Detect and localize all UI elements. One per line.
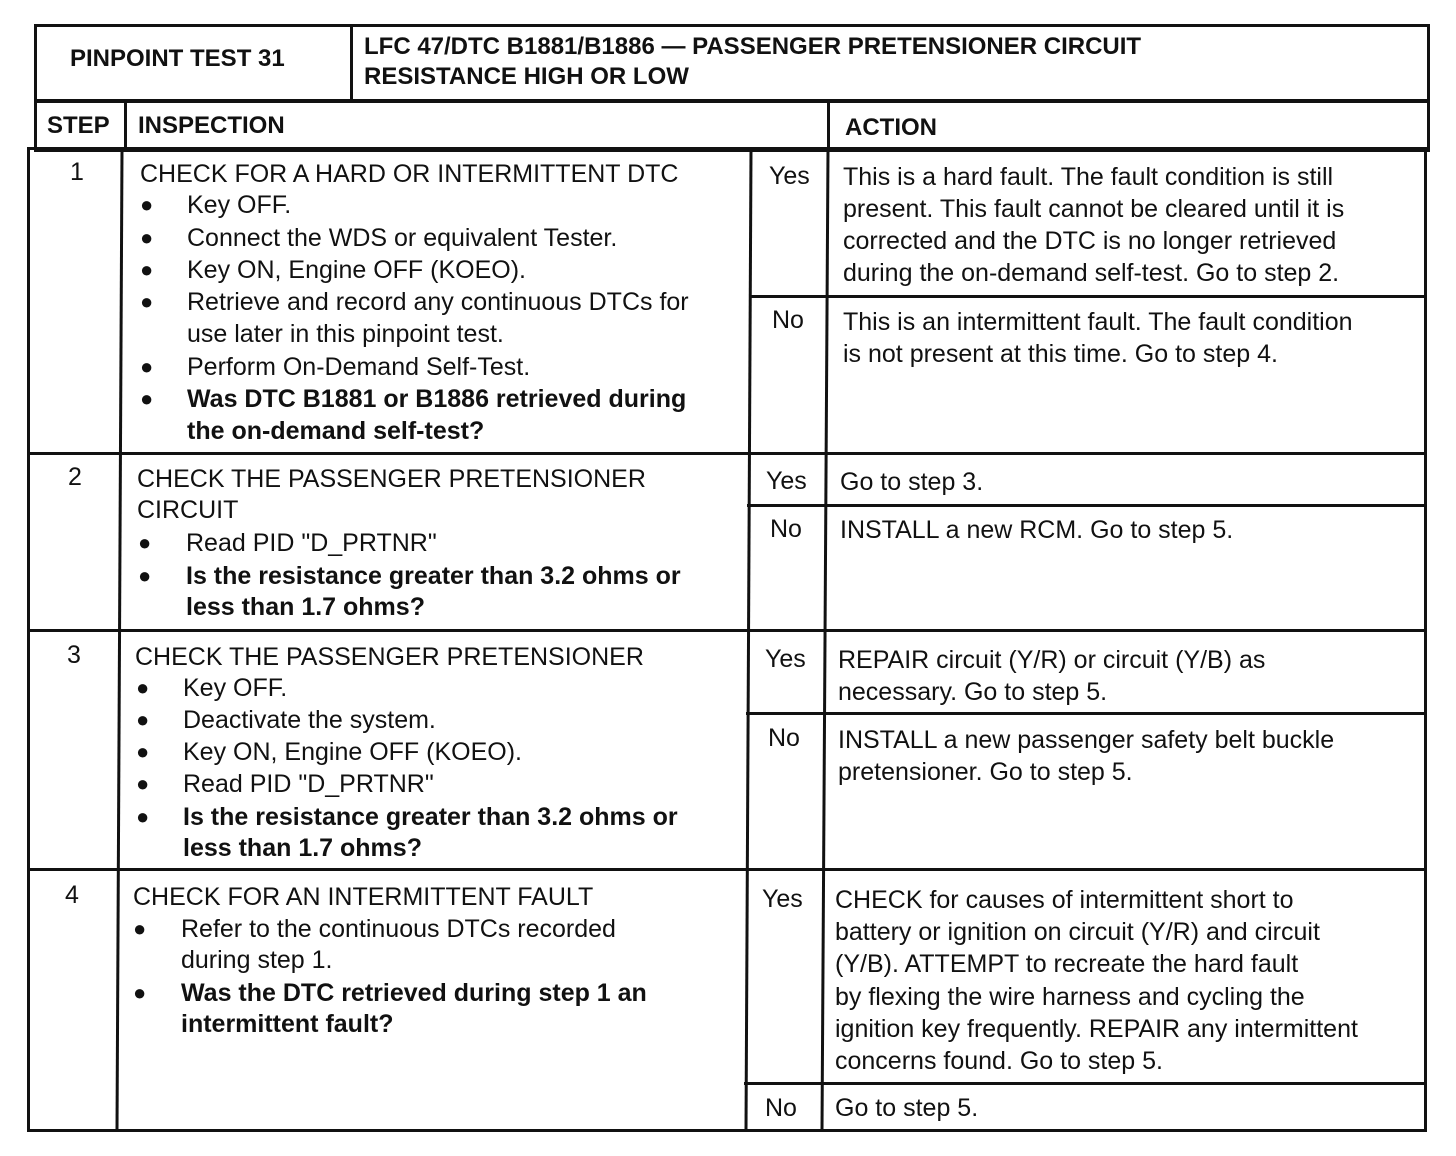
inspection-bullet: Perform On-Demand Self-Test.: [187, 353, 531, 381]
yes-action-line: corrected and the DTC is no longer retrieved: [843, 227, 1337, 255]
inspection-bullet-continued: during step 1.: [181, 946, 333, 974]
inspection-question: Is the resistance greater than 3.2 ohms or: [183, 803, 678, 831]
yes-label: Yes: [766, 467, 807, 495]
yes-action-line: by flexing the wire harness and cycling the: [835, 983, 1305, 1011]
yes-action-line: REPAIR circuit (Y/R) or circuit (Y/B) as: [838, 646, 1266, 674]
inspection-bullet-continued: use later in this pinpoint test.: [187, 320, 504, 348]
bullet-icon: ●: [140, 257, 154, 282]
step-heading: CHECK FOR A HARD OR INTERMITTENT DTC: [140, 160, 679, 188]
yes-action-line: Go to step 3.: [840, 468, 984, 496]
action-column-header: ACTION: [845, 114, 937, 141]
bullet-icon: ●: [140, 192, 154, 217]
step-number: 2: [68, 463, 82, 491]
step-heading: CHECK THE PASSENGER PRETENSIONER: [137, 465, 646, 493]
test-label: PINPOINT TEST 31: [70, 45, 285, 72]
yes-action-line: necessary. Go to step 5.: [838, 678, 1108, 706]
row-separator: [27, 452, 1427, 455]
inspection-question: Was DTC B1881 or B1886 retrieved during: [187, 385, 687, 413]
inspection-question-continued: less than 1.7 ohms?: [186, 593, 425, 621]
no-action-line: Go to step 5.: [835, 1094, 979, 1122]
bullet-icon: ●: [136, 739, 150, 764]
inspection-bullet: Read PID "D_PRTNR": [186, 529, 437, 557]
no-label: No: [765, 1094, 797, 1122]
inspection-bullet: Key ON, Engine OFF (KOEO).: [187, 256, 526, 284]
bullet-icon: ●: [133, 980, 147, 1005]
test-title-line1: LFC 47/DTC B1881/B1886 — PASSENGER PRETENSIONER CIRCUIT: [364, 33, 1142, 60]
inspection-bullet: Refer to the continuous DTCs recorded: [181, 915, 616, 943]
bullet-icon: ●: [136, 804, 150, 829]
inspection-column-header: INSPECTION: [138, 112, 285, 139]
inspection-bullet: Connect the WDS or equivalent Tester.: [187, 224, 618, 252]
no-action-line: pretensioner. Go to step 5.: [838, 758, 1133, 786]
yes-action-line: concerns found. Go to step 5.: [835, 1047, 1163, 1075]
inspection-bullet: Retrieve and record any continuous DTCs for: [187, 288, 689, 316]
row-separator: [27, 629, 1427, 632]
yes-action-line: This is a hard fault. The fault condition is still: [843, 163, 1334, 191]
bullet-icon: ●: [136, 675, 150, 700]
inspection-bullet: Read PID "D_PRTNR": [183, 770, 434, 798]
yes-action-line: present. This fault cannot be cleared until it is: [843, 195, 1345, 223]
no-action-line: This is an intermittent fault. The fault condition: [843, 308, 1353, 336]
no-action-line: INSTALL a new passenger safety belt buckle: [838, 726, 1335, 754]
no-action-line: INSTALL a new RCM. Go to step 5.: [840, 516, 1234, 544]
no-label: No: [772, 306, 804, 334]
inspection-bullet: Key OFF.: [187, 191, 292, 219]
test-title-line2: RESISTANCE HIGH OR LOW: [364, 63, 689, 90]
yes-no-separator: [744, 1082, 1427, 1085]
yes-label: Yes: [769, 162, 810, 190]
step-heading-continued: CIRCUIT: [137, 496, 239, 524]
bullet-icon: ●: [140, 289, 154, 314]
step-number: 4: [65, 881, 79, 909]
yes-action-line: ignition key frequently. REPAIR any intermittent: [835, 1015, 1358, 1043]
bullet-icon: ●: [136, 707, 150, 732]
bullet-icon: ●: [140, 225, 154, 250]
yes-action-line: (Y/B). ATTEMPT to recreate the hard fault: [835, 950, 1299, 978]
no-label: No: [768, 724, 800, 752]
inspection-bullet: Deactivate the system.: [183, 706, 436, 734]
yes-no-separator: [749, 295, 1427, 298]
bullet-icon: ●: [133, 916, 147, 941]
no-label: No: [770, 515, 802, 543]
bullet-icon: ●: [140, 354, 154, 379]
step-heading: CHECK FOR AN INTERMITTENT FAULT: [133, 883, 594, 911]
row-separator: [27, 868, 1427, 871]
inspection-bullet: Key ON, Engine OFF (KOEO).: [183, 738, 522, 766]
step-number: 1: [70, 158, 84, 186]
yes-label: Yes: [765, 645, 806, 673]
step-number: 3: [67, 641, 81, 669]
inspection-question: Is the resistance greater than 3.2 ohms or: [186, 562, 681, 590]
inspection-question-continued: intermittent fault?: [181, 1010, 394, 1038]
step-column-header: STEP: [47, 112, 110, 139]
step-heading: CHECK THE PASSENGER PRETENSIONER: [135, 643, 644, 671]
bullet-icon: ●: [136, 771, 150, 796]
yes-label: Yes: [762, 885, 803, 913]
inspection-question: Was the DTC retrieved during step 1 an: [181, 979, 647, 1007]
inspection-question-continued: the on-demand self-test?: [187, 417, 485, 445]
inspection-bullet: Key OFF.: [183, 674, 288, 702]
yes-no-separator: [747, 504, 1427, 507]
inspection-question-continued: less than 1.7 ohms?: [183, 834, 422, 862]
no-action-line: is not present at this time. Go to step 4.: [843, 340, 1278, 368]
yes-no-separator: [746, 712, 1427, 715]
yes-action-line: battery or ignition on circuit (Y/R) and circuit: [835, 918, 1320, 946]
bullet-icon: ●: [138, 530, 152, 555]
bullet-icon: ●: [138, 563, 152, 588]
yes-action-line: during the on-demand self-test. Go to step 2.: [843, 259, 1340, 287]
bullet-icon: ●: [140, 386, 154, 411]
yes-action-line: CHECK for causes of intermittent short to: [835, 886, 1294, 914]
